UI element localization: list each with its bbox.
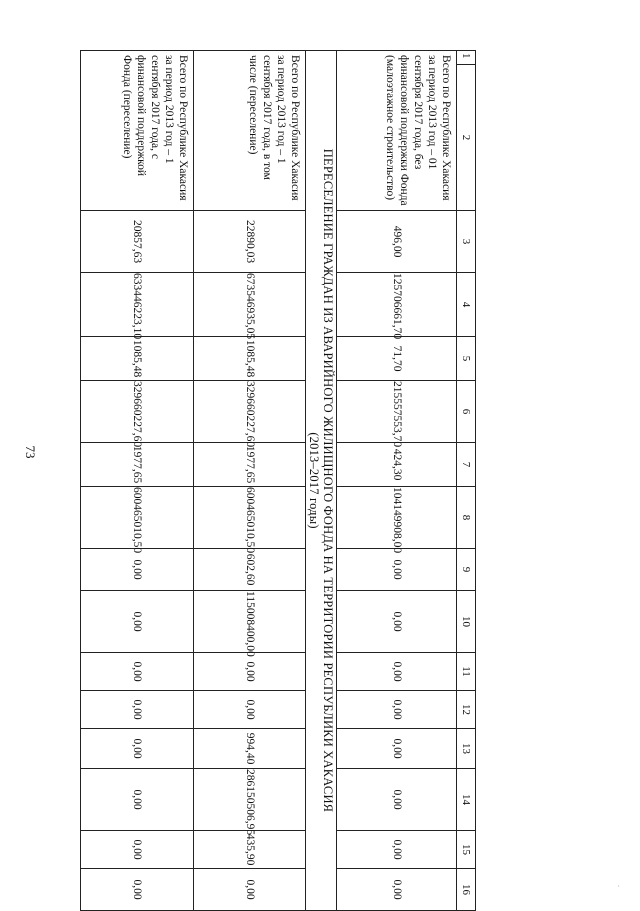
cell-value: 0,00 [194, 691, 305, 729]
table-row-without-fund [337, 51, 457, 911]
cell-value: 496,00 [337, 211, 457, 273]
column-number-11: 11 [456, 653, 475, 691]
column-number-2: 2 [456, 65, 475, 211]
section-heading-title: ПЕРЕСЕЛЕНИЕ ГРАЖДАН ИЗ АВАРИЙНОГО ЖИЛИЩНОГО ФОНДА НА ТЕРРИТОРИИ РЕСПУБЛИКИ ХАКАСИЯ [321, 148, 336, 813]
column-number-10: 10 [456, 591, 475, 653]
cell-value: 104149908,00 [337, 487, 457, 549]
cell-value: 0,00 [337, 729, 457, 769]
column-number-3: 3 [456, 211, 475, 273]
row-description: Всего по Республике Хакасия за период 2013 год – 1 сентября 2017 года, с финансовой поддержкой Фонда (переселение) [81, 51, 194, 211]
cell-value: 125706661,70 [337, 273, 457, 337]
section-heading-row [305, 51, 336, 911]
scan-artifact-mark: · [617, 882, 620, 891]
section-heading [305, 51, 336, 911]
cell-value: 602,60 [194, 549, 305, 591]
cell-value: 0,00 [81, 769, 194, 831]
cell-value: 1085,48 [194, 337, 305, 381]
column-number-13: 13 [456, 729, 475, 769]
cell-value: 0,00 [337, 591, 457, 653]
column-number-1: 1 [456, 51, 475, 65]
cell-value: 0,00 [337, 653, 457, 691]
column-number-12: 12 [456, 691, 475, 729]
cell-value: 22890,03 [194, 211, 305, 273]
cell-value: 0,00 [81, 729, 194, 769]
cell-value: 0,00 [337, 549, 457, 591]
cell-value: 329660227,60 [81, 381, 194, 443]
cell-value: 435,90 [194, 831, 305, 869]
cell-value: 0,00 [337, 691, 457, 729]
cell-value: 329660227,60 [194, 381, 305, 443]
cell-value: 0,00 [337, 831, 457, 869]
cell-value: 0,00 [194, 653, 305, 691]
cell-value: 600465010,50 [194, 487, 305, 549]
row-description: Всего по Республике Хакасия за период 2013 год – 1 сентября 2017 года, в том числе (переселение) [194, 51, 305, 211]
cell-value: 0,00 [194, 869, 305, 911]
cell-value: 0,00 [81, 591, 194, 653]
cell-value: 0,00 [81, 549, 194, 591]
column-number-16: 16 [456, 869, 475, 911]
column-number-7: 7 [456, 443, 475, 487]
resettlement-table [80, 50, 476, 911]
column-number-6: 6 [456, 381, 475, 443]
column-number-14: 14 [456, 769, 475, 831]
column-number-15: 15 [456, 831, 475, 869]
section-heading-years: (2013–2017 годы) [307, 432, 322, 529]
cell-value: 0,00 [81, 691, 194, 729]
cell-value: 115008400,00 [194, 591, 305, 653]
cell-value: 0,00 [337, 769, 457, 831]
column-number-5: 5 [456, 337, 475, 381]
row-description: Всего по Республике Хакасия за период 2013 год – 01 сентября 2017 года, без финансовой поддержки Фонда (малоэтажное строительство) [337, 51, 457, 211]
cell-value: 1977,65 [81, 443, 194, 487]
cell-value: 0,00 [81, 653, 194, 691]
cell-value: 0,00 [81, 869, 194, 911]
rotated-table-container [80, 50, 476, 900]
cell-value: 0,00 [337, 869, 457, 911]
column-number-8: 8 [456, 487, 475, 549]
cell-value: 0,00 [81, 831, 194, 869]
column-number-9: 9 [456, 549, 475, 591]
cell-value: 600465010,50 [81, 487, 194, 549]
cell-value: 286150506,95 [194, 769, 305, 831]
cell-value: 1085,48 [81, 337, 194, 381]
cell-value: 673546935,05 [194, 273, 305, 337]
table-row-resettlement-total [194, 51, 305, 911]
cell-value: 994,40 [194, 729, 305, 769]
table-row-resettlement-fund [81, 51, 194, 911]
page-number: 73 [23, 445, 38, 459]
cell-value: 633446223,10 [81, 273, 194, 337]
cell-value: 215557553,70 [337, 381, 457, 443]
cell-value: 1977,65 [194, 443, 305, 487]
cell-value: 20857,63 [81, 211, 194, 273]
cell-value: 71,70 [337, 337, 457, 381]
cell-value: 424,30 [337, 443, 457, 487]
column-number-4: 4 [456, 273, 475, 337]
column-number-row [456, 51, 475, 911]
